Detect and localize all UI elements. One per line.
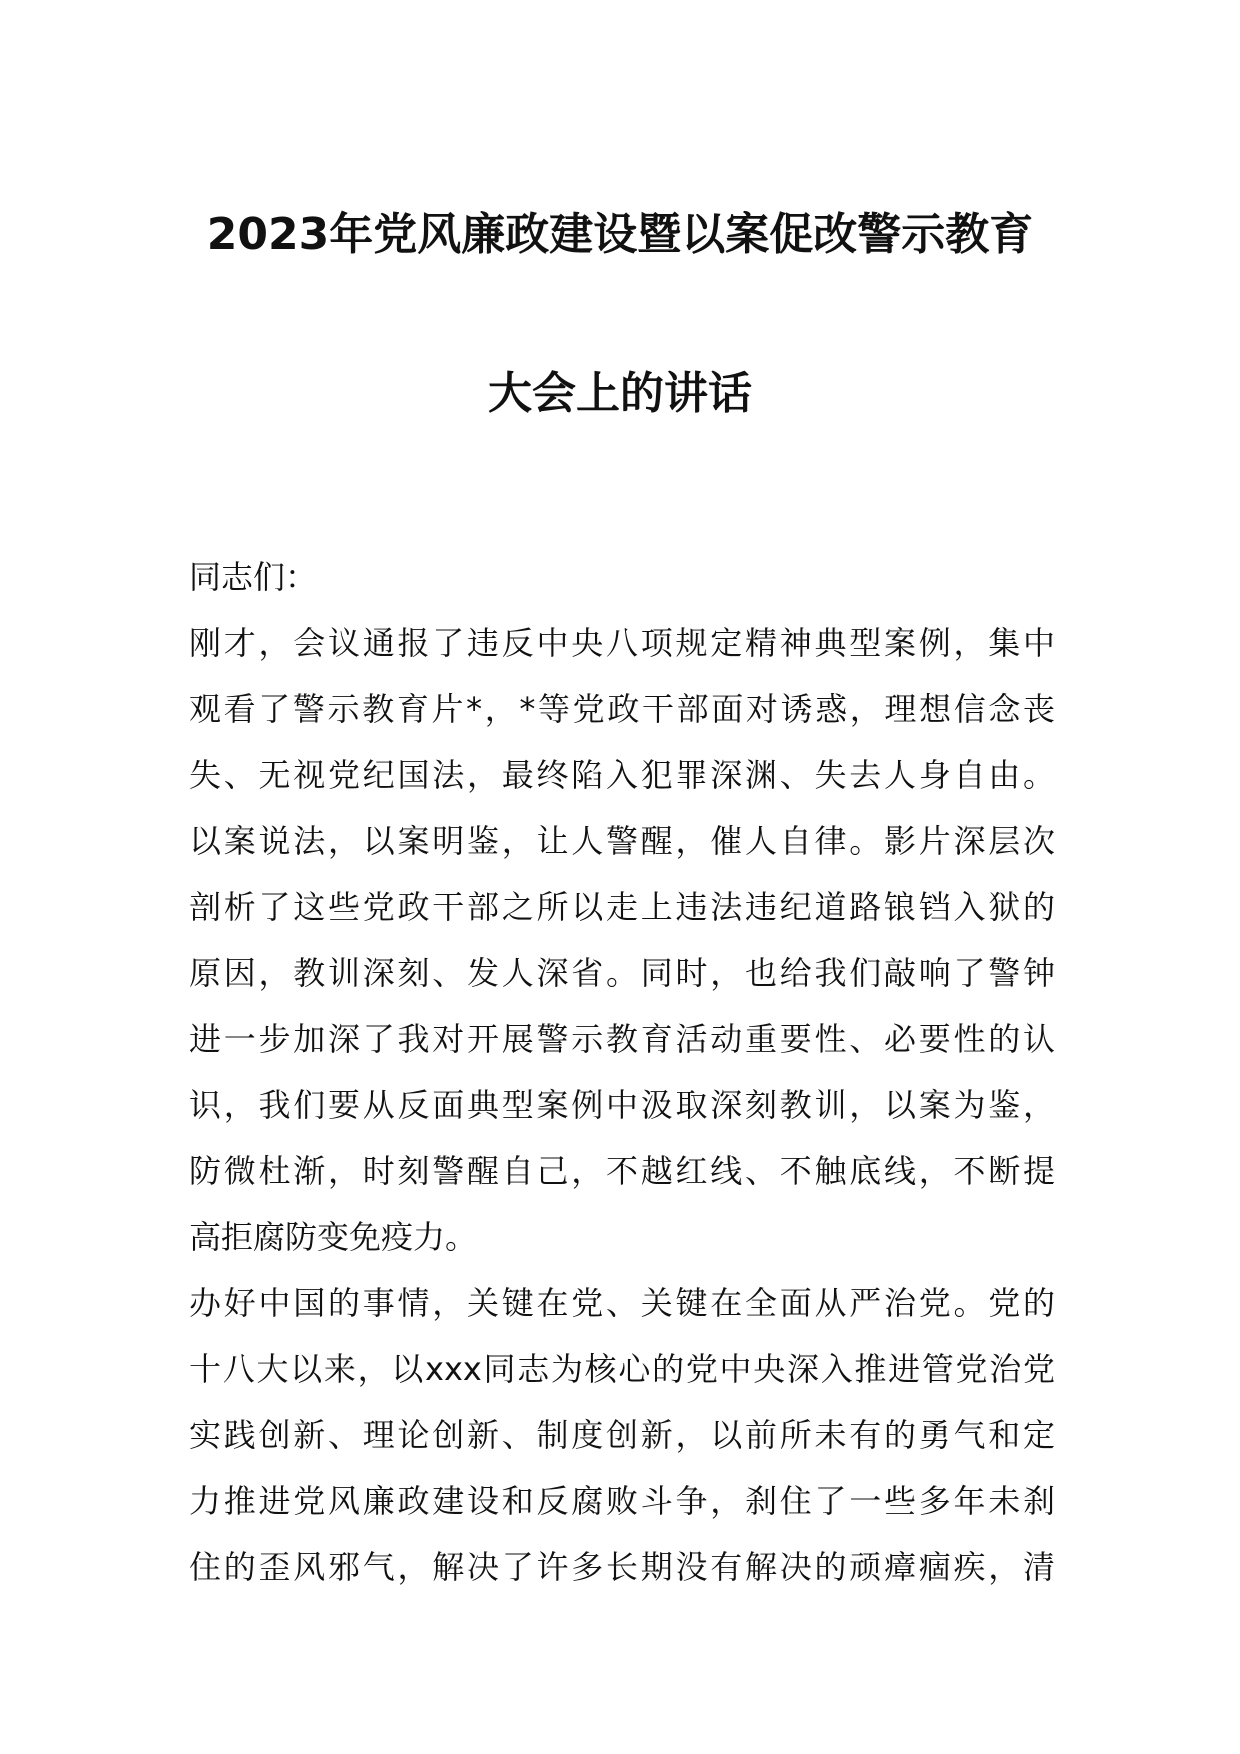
paragraph-1-line: 失、无视党纪国法，最终陷入犯罪深渊、失去人身自由。 xyxy=(189,756,1055,794)
paragraph-1-line: 剖析了这些党政干部之所以走上违法违纪道路锒铛入狱的 xyxy=(189,888,1055,926)
paragraph-2-line: 实践创新、理论创新、制度创新，以前所未有的勇气和定 xyxy=(189,1416,1055,1454)
paragraph-1-line: 防微杜渐，时刻警醒自己，不越红线、不触底线，不断提 xyxy=(189,1152,1055,1190)
greeting: 同志们： xyxy=(189,558,318,596)
document-title-line-1: 2023年党风廉政建设暨以案促改警示教育 xyxy=(206,209,1034,260)
paragraph-1-line: 以案说法，以案明鉴，让人警醒，催人自律。影片深层次 xyxy=(189,822,1055,860)
paragraph-2-line: 力推进党风廉政建设和反腐败斗争，刹住了一些多年未刹 xyxy=(189,1482,1055,1520)
paragraph-1-line: 识，我们要从反面典型案例中汲取深刻教训，以案为鉴， xyxy=(189,1086,1055,1124)
paragraph-2-line: 住的歪风邪气，解决了许多长期没有解决的顽瘴痼疾，清 xyxy=(189,1548,1055,1586)
paragraph-1-line: 高拒腐防变免疫力。 xyxy=(189,1218,478,1256)
paragraph-1-line: 原因，教训深刻、发人深省。同时，也给我们敲响了警钟 xyxy=(189,954,1055,992)
paragraph-2-line: 办好中国的事情，关键在党、关键在全面从严治党。党的 xyxy=(189,1284,1055,1322)
paragraph-1-line: 刚才，会议通报了违反中央八项规定精神典型案例，集中 xyxy=(189,624,1055,662)
paragraph-1-line: 进一步加深了我对开展警示教育活动重要性、必要性的认 xyxy=(189,1020,1055,1058)
document-title-line-2: 大会上的讲话 xyxy=(488,368,752,419)
paragraph-2-line: 十八大以来，以xxx同志为核心的党中央深入推进管党治党 xyxy=(189,1350,1055,1388)
paragraph-1-line: 观看了警示教育片*，*等党政干部面对诱惑，理想信念丧 xyxy=(189,690,1055,728)
